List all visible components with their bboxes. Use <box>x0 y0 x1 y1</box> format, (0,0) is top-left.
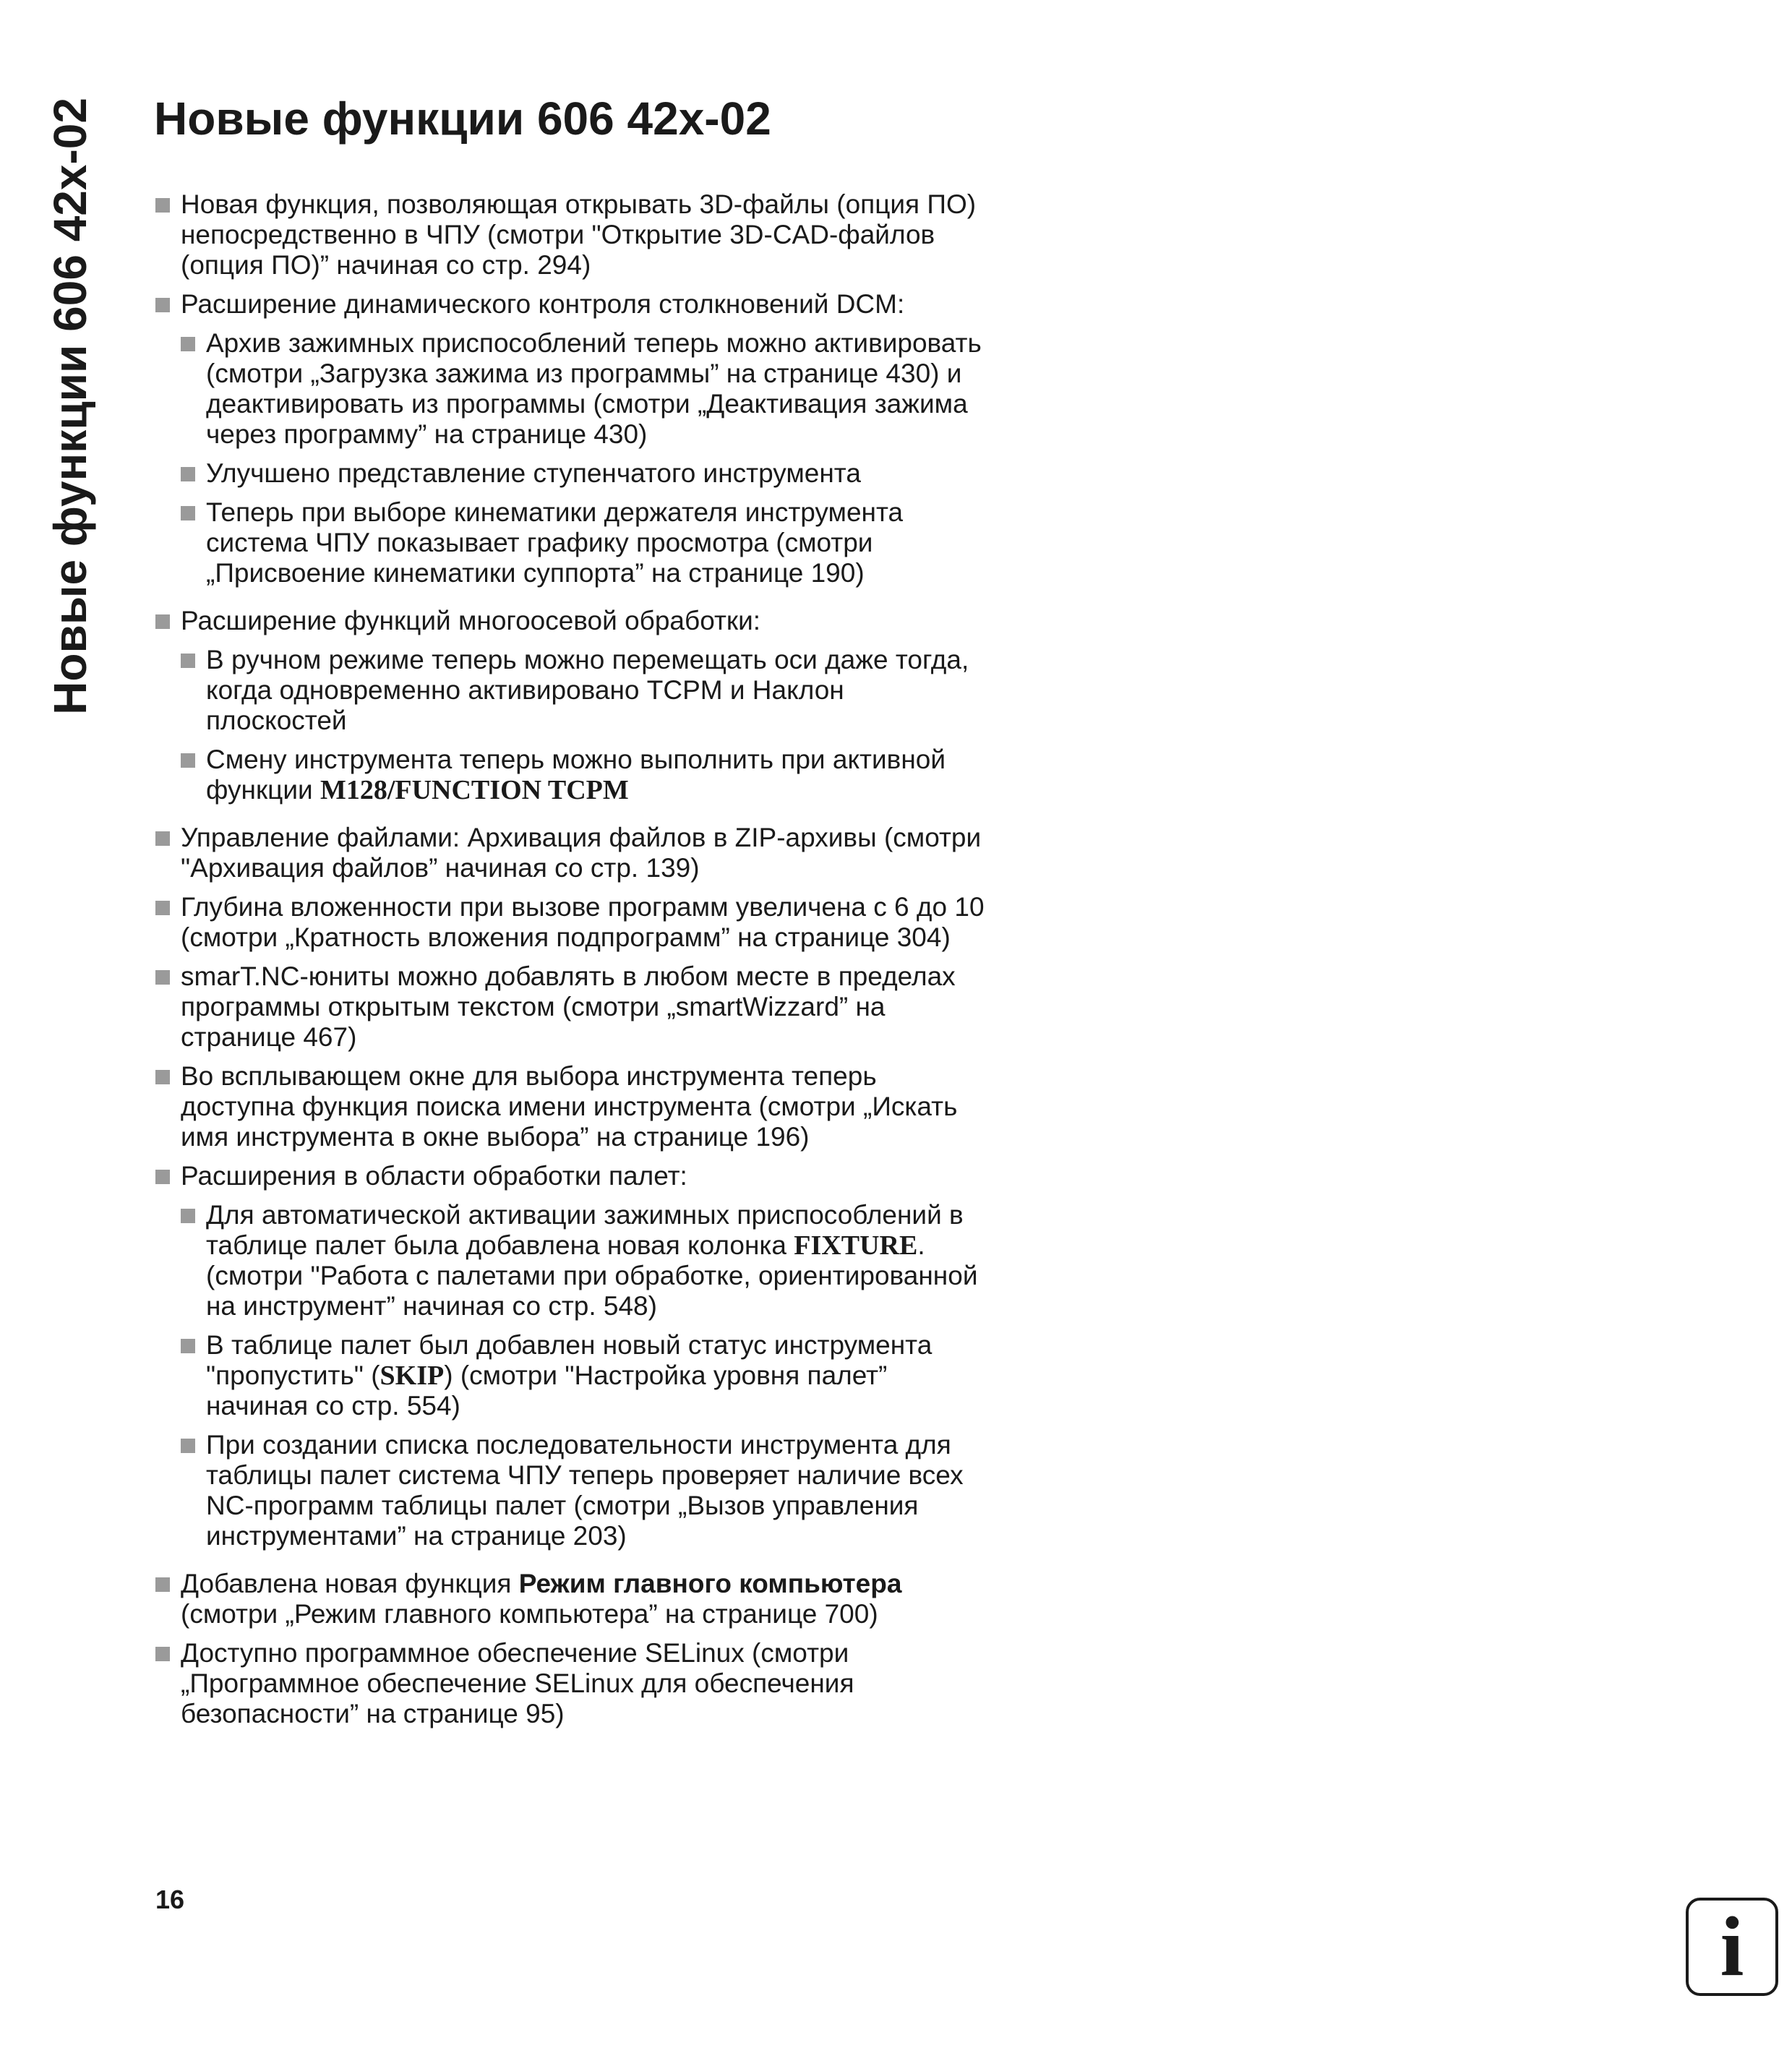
text-line: Доступно программное обеспечение SELinux (смотри <box>181 1638 849 1668</box>
bullet-icon <box>155 1577 170 1592</box>
bullet-icon <box>155 901 170 915</box>
text-line: деактивировать из программы (смотри „Деактивация зажима <box>206 389 968 419</box>
text-line: таблицы палет система ЧПУ теперь проверяет наличие всех <box>206 1460 964 1490</box>
text-line: (опция ПО)” начиная со стр. 294) <box>181 250 591 280</box>
text-line: Во всплывающем окне для выбора инструмента теперь <box>181 1061 877 1091</box>
text-segment: . <box>917 1230 925 1260</box>
list-item <box>155 892 1008 953</box>
bullet-icon <box>181 506 195 520</box>
list-item <box>155 823 1008 883</box>
text-segment: "пропустить" ( <box>206 1361 380 1390</box>
feature-list-container <box>155 189 1008 1738</box>
text-line: через программу” на странице 430) <box>206 419 648 449</box>
bullet-icon <box>155 1647 170 1661</box>
bullet-icon <box>155 1170 170 1184</box>
text-line: инструментами” на странице 203) <box>206 1521 627 1551</box>
sub-list-item <box>181 1200 1008 1321</box>
bullet-icon <box>181 337 195 351</box>
text-line: Архив зажимных приспособлений теперь можно активировать <box>206 328 982 358</box>
text-line: (смотри "Работа с палетами при обработке, ориентированной <box>206 1261 978 1290</box>
text-line: программы открытым текстом (смотри „smartWizzard” на <box>181 992 886 1021</box>
list-item <box>155 189 1008 280</box>
text-line: Управление файлами: Архивация файлов в ZIP-архивы (смотри <box>181 823 982 852</box>
text-segment: ) (смотри "Настройка уровня палет” <box>444 1361 888 1390</box>
sub-list-item <box>181 458 1008 489</box>
list-item <box>155 606 1008 805</box>
bullet-icon <box>181 753 195 768</box>
text-line: Улучшено представление ступенчатого инструмента <box>206 458 861 488</box>
text-line: странице 467) <box>181 1022 357 1052</box>
text-line: „Присвоение кинематики суппорта” на странице 190) <box>206 558 865 588</box>
text-line: безопасности” на странице 95) <box>181 1699 565 1728</box>
bullet-icon <box>181 654 195 668</box>
text-line: Глубина вложенности при вызове программ увеличена с 6 до 10 <box>181 892 985 922</box>
text-segment: Добавлена новая функция <box>181 1569 519 1598</box>
bullet-icon <box>155 1070 170 1084</box>
text-line: При создании списка последовательности инструмента для <box>206 1430 951 1460</box>
info-icon: i <box>1686 1898 1778 1996</box>
bullet-icon <box>181 1339 195 1353</box>
text-segment: функции <box>206 775 320 805</box>
text-line: Теперь при выборе кинематики держателя инструмента <box>206 497 904 527</box>
list-item <box>155 1638 1008 1729</box>
list-item <box>155 1161 1008 1551</box>
text-line: Для автоматической активации зажимных приспособлений в <box>206 1200 964 1230</box>
text-line: на инструмент” начиная со стр. 548) <box>206 1291 657 1321</box>
sub-list-item <box>181 745 1008 805</box>
text-line: доступна функция поиска имени инструмента (смотри „Искать <box>181 1092 958 1121</box>
text-line <box>181 1569 1008 1599</box>
sub-list-item <box>181 645 1008 736</box>
sub-list-item <box>181 497 1008 588</box>
text-line: „Программное обеспечение SELinux для обеспечения <box>181 1668 854 1698</box>
sub-list <box>181 645 1008 805</box>
text-line <box>206 775 1008 805</box>
text-line: (смотри „Загрузка зажима из программы” на странице 430) и <box>206 359 962 388</box>
bullet-icon <box>155 831 170 846</box>
text-line: имя инструмента в окне выбора” на странице 196) <box>181 1122 810 1152</box>
sub-list <box>181 1200 1008 1551</box>
sub-list-item <box>181 1430 1008 1551</box>
text-line: smarT.NC-юниты можно добавлять в любом месте в пределах <box>181 961 956 991</box>
page-number: 16 <box>155 1885 185 1914</box>
sub-list <box>181 328 1008 588</box>
bullet-icon <box>155 298 170 312</box>
text-line: непосредственно в ЧПУ (смотри "Открытие 3D-CAD-файлов <box>181 220 935 249</box>
text-line: Смену инструмента теперь можно выполнить при активной <box>206 745 946 774</box>
code-term: SKIP <box>380 1361 445 1391</box>
code-term: FIXTURE <box>794 1230 918 1261</box>
text-line: начиная со стр. 554) <box>206 1391 460 1421</box>
text-line: Расширения в области обработки палет: <box>181 1161 687 1191</box>
text-line: когда одновременно активировано TCPM и Наклон <box>206 675 844 705</box>
text-segment: таблице палет была добавлена новая колонка <box>206 1230 794 1260</box>
sub-list-item <box>181 1330 1008 1421</box>
list-item <box>155 1061 1008 1152</box>
text-line <box>206 1230 1008 1261</box>
text-line: "Архивация файлов” начиная со стр. 139) <box>181 853 700 883</box>
text-line: Расширение функций многоосевой обработки: <box>181 606 761 635</box>
list-item <box>155 289 1008 588</box>
text-line: NC-программ таблицы палет (смотри „Вызов управления <box>206 1491 919 1520</box>
text-line: плоскостей <box>206 706 347 735</box>
page-title: Новые функции 606 42x-02 <box>154 93 771 145</box>
text-line: В ручном режиме теперь можно перемещать оси даже тогда, <box>206 645 969 674</box>
list-item <box>155 1569 1008 1629</box>
bullet-icon <box>181 1439 195 1453</box>
bullet-icon <box>181 1209 195 1223</box>
text-line: Новая функция, позволяющая открывать 3D-файлы (опция ПО) <box>181 189 977 219</box>
code-term: M128/FUNCTION TCPM <box>320 775 629 805</box>
bullet-icon <box>181 467 195 481</box>
text-line <box>206 1361 1008 1391</box>
text-line: В таблице палет был добавлен новый статус инструмента <box>206 1330 933 1360</box>
text-line: Расширение динамического контроля столкновений DCM: <box>181 289 905 319</box>
sub-list-item <box>181 328 1008 450</box>
text-line: система ЧПУ показывает графику просмотра (смотри <box>206 528 873 557</box>
bullet-icon <box>155 198 170 213</box>
text-line: (смотри „Кратность вложения подпрограмм” на странице 304) <box>181 922 951 952</box>
list-item <box>155 961 1008 1053</box>
feature-list <box>155 189 1008 1729</box>
bullet-icon <box>155 970 170 985</box>
side-chapter-title: Новые функции 606 42x-02 <box>44 98 96 715</box>
text-line: (смотри „Режим главного компьютера” на странице 700) <box>181 1599 878 1629</box>
bullet-icon <box>155 614 170 629</box>
bold-term: Режим главного компьютера <box>518 1569 902 1598</box>
